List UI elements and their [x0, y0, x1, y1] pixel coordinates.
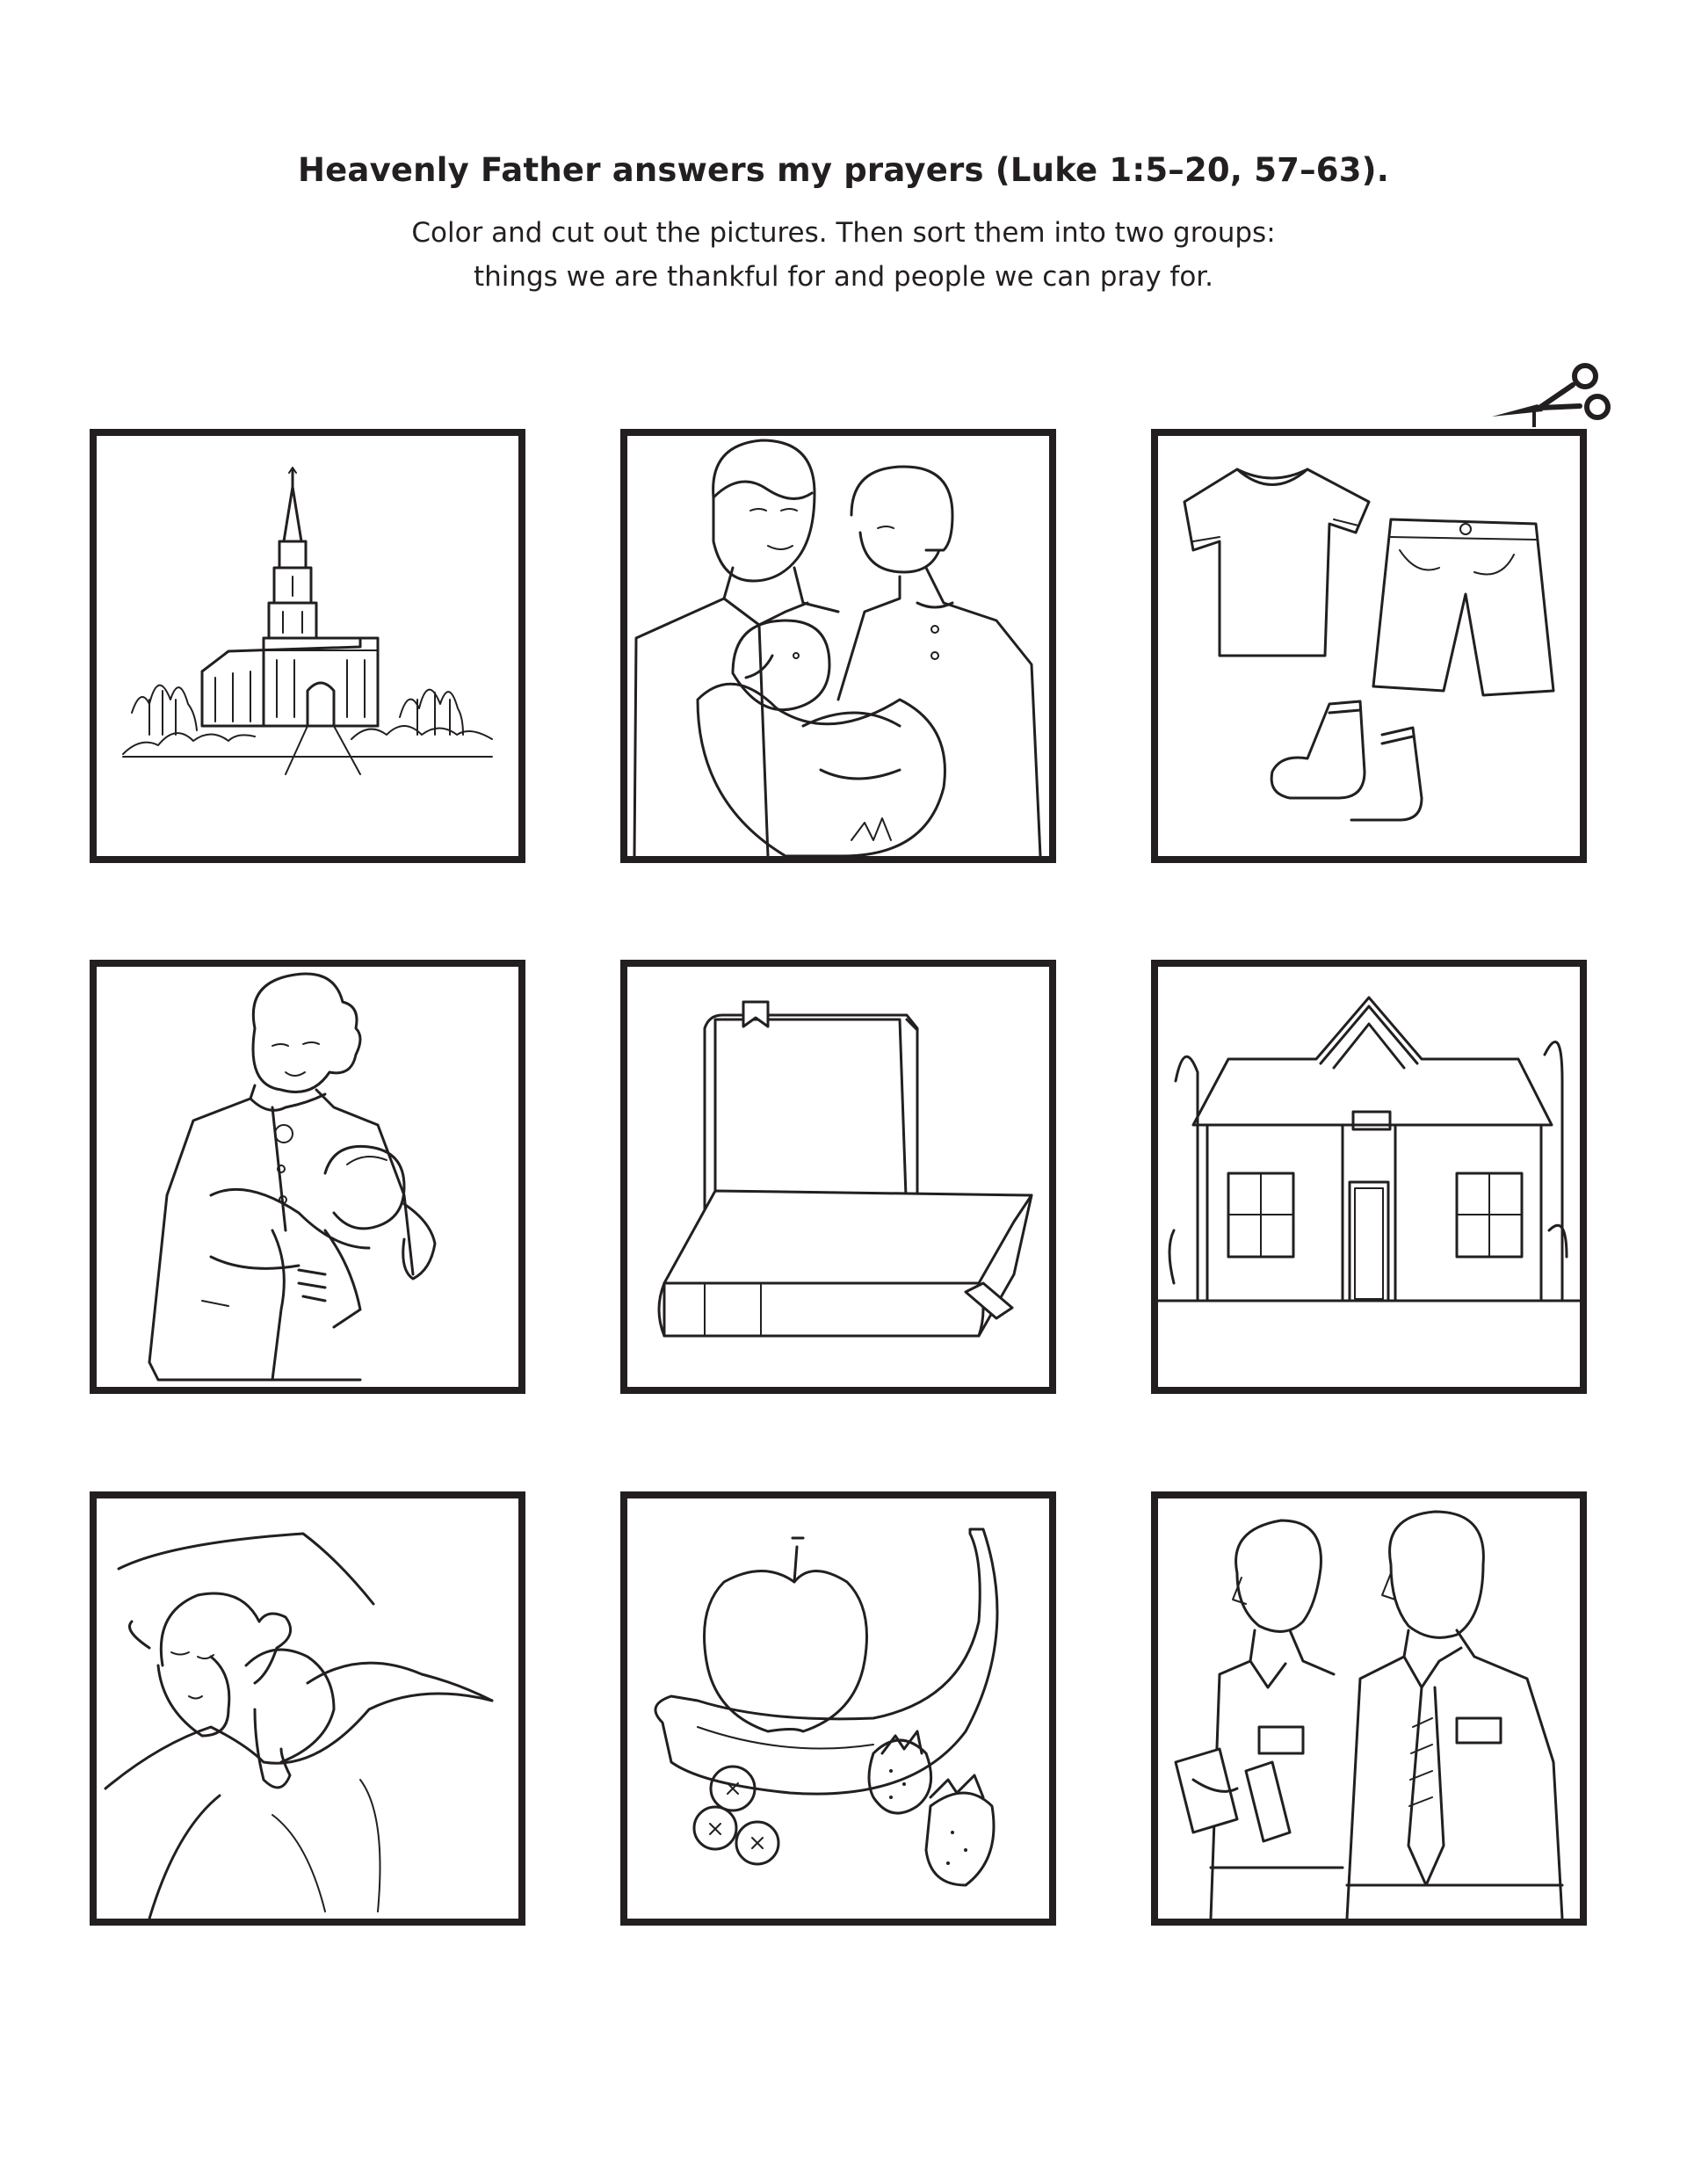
parents-with-baby-picture: [627, 436, 1049, 856]
instructions-line-2: things we are thankful for and people we can pray for.: [473, 261, 1214, 293]
scriptures-picture: [627, 967, 1049, 1387]
instructions-line-1: Color and cut out the pictures. Then sort them into two groups:: [411, 217, 1276, 249]
card-missionaries[interactable]: [1151, 1491, 1587, 1926]
house-picture: [1158, 967, 1580, 1387]
fruit-picture: [627, 1498, 1049, 1919]
grandmother-picture: [97, 967, 518, 1387]
card-scriptures[interactable]: [620, 960, 1056, 1394]
sleeping-girl-picture: [97, 1498, 518, 1919]
temple-picture: [97, 436, 518, 856]
card-parents-with-baby[interactable]: [620, 429, 1056, 863]
clothes-picture: [1158, 436, 1580, 856]
card-clothes[interactable]: [1151, 429, 1587, 863]
card-house[interactable]: [1151, 960, 1587, 1394]
scissors-icon: [1485, 359, 1617, 429]
card-fruit[interactable]: [620, 1491, 1056, 1926]
card-temple[interactable]: [90, 429, 525, 863]
missionaries-picture: [1158, 1498, 1580, 1919]
card-grandmother-hugging-child[interactable]: [90, 960, 525, 1394]
worksheet-title: Heavenly Father answers my prayers (Luke 1:5–20, 57–63).: [297, 151, 1390, 189]
card-sleeping-girl[interactable]: [90, 1491, 525, 1926]
